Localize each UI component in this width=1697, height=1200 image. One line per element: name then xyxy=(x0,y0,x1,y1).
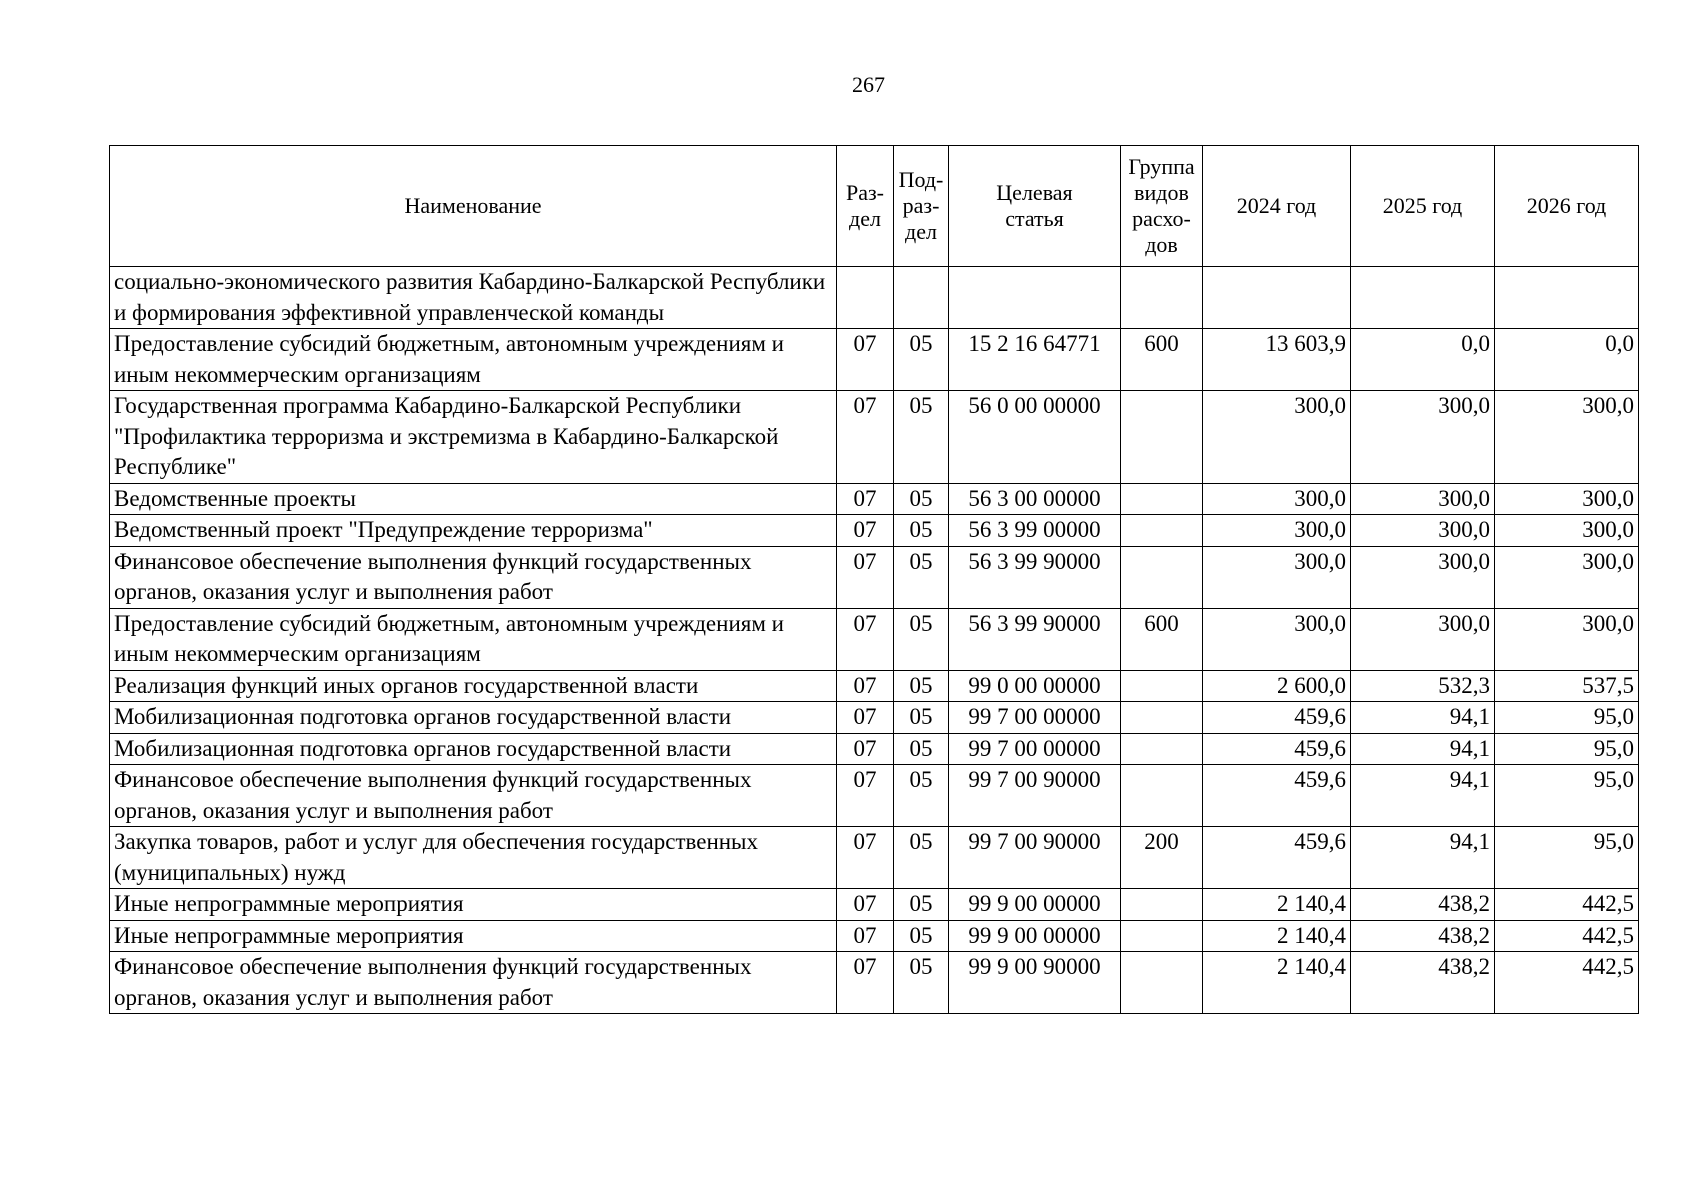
row-group xyxy=(1121,952,1203,1014)
header-section xyxy=(837,146,894,267)
row-name: Иные непрограммные мероприятия xyxy=(110,920,837,952)
row-section: 07 xyxy=(837,515,894,547)
row-name: социально-экономического развития Кабардино-Балкарской Республики и формирования эффективной управленческой команды xyxy=(110,267,837,329)
table-row xyxy=(110,546,1639,608)
row-value-2025: 300,0 xyxy=(1351,515,1495,547)
header-section-label: Раз- дел xyxy=(845,180,885,231)
header-2024: 2024 год xyxy=(1203,146,1351,267)
row-section: 07 xyxy=(837,608,894,670)
row-value-2024: 300,0 xyxy=(1203,391,1351,484)
row-value-2025: 300,0 xyxy=(1351,391,1495,484)
row-group xyxy=(1121,920,1203,952)
row-name: Государственная программа Кабардино-Балкарской Республики "Профилактика терроризма и экстремизма в Кабардино-Балкарской Республике" xyxy=(110,391,837,484)
row-target: 99 7 00 00000 xyxy=(949,702,1121,734)
table-row xyxy=(110,889,1639,921)
row-subsection: 05 xyxy=(894,515,949,547)
row-target: 56 3 99 00000 xyxy=(949,515,1121,547)
row-value-2024: 300,0 xyxy=(1203,483,1351,515)
row-value-2026: 0,0 xyxy=(1495,329,1639,391)
row-name: Ведомственные проекты xyxy=(110,483,837,515)
row-value-2026: 95,0 xyxy=(1495,702,1639,734)
row-value-2026 xyxy=(1495,267,1639,329)
table-row xyxy=(110,608,1639,670)
row-name: Мобилизационная подготовка органов государственной власти xyxy=(110,733,837,765)
budget-table xyxy=(109,145,1639,1014)
row-section: 07 xyxy=(837,702,894,734)
row-name: Иные непрограммные мероприятия xyxy=(110,889,837,921)
row-subsection: 05 xyxy=(894,702,949,734)
row-value-2025: 438,2 xyxy=(1351,889,1495,921)
header-subsection-label: Под- раз- дел xyxy=(898,167,944,244)
row-value-2026: 442,5 xyxy=(1495,889,1639,921)
row-value-2024: 2 140,4 xyxy=(1203,952,1351,1014)
row-value-2024: 300,0 xyxy=(1203,546,1351,608)
table-row xyxy=(110,952,1639,1014)
row-section: 07 xyxy=(837,920,894,952)
row-group xyxy=(1121,267,1203,329)
row-section: 07 xyxy=(837,670,894,702)
row-value-2025: 94,1 xyxy=(1351,733,1495,765)
table-row xyxy=(110,670,1639,702)
row-value-2026: 300,0 xyxy=(1495,483,1639,515)
row-section: 07 xyxy=(837,546,894,608)
row-subsection: 05 xyxy=(894,827,949,889)
row-section: 07 xyxy=(837,827,894,889)
row-value-2025: 94,1 xyxy=(1351,827,1495,889)
table-row xyxy=(110,391,1639,484)
row-value-2024: 13 603,9 xyxy=(1203,329,1351,391)
table-row xyxy=(110,733,1639,765)
row-target: 99 7 00 00000 xyxy=(949,733,1121,765)
row-group xyxy=(1121,733,1203,765)
page-number: 267 xyxy=(852,72,885,97)
row-subsection: 05 xyxy=(894,391,949,484)
row-section: 07 xyxy=(837,765,894,827)
header-2026: 2026 год xyxy=(1495,146,1639,267)
header-subsection xyxy=(894,146,949,267)
row-value-2024: 459,6 xyxy=(1203,733,1351,765)
row-value-2024 xyxy=(1203,267,1351,329)
row-value-2025 xyxy=(1351,267,1495,329)
header-target-label: Целевая статья xyxy=(996,180,1073,231)
row-value-2025: 94,1 xyxy=(1351,765,1495,827)
row-name: Финансовое обеспечение выполнения функций государственных органов, оказания услуг и выполнения работ xyxy=(110,546,837,608)
header-target xyxy=(949,146,1121,267)
row-value-2025: 532,3 xyxy=(1351,670,1495,702)
row-group: 600 xyxy=(1121,608,1203,670)
row-value-2025: 438,2 xyxy=(1351,952,1495,1014)
row-value-2024: 459,6 xyxy=(1203,827,1351,889)
row-group xyxy=(1121,670,1203,702)
row-name: Мобилизационная подготовка органов государственной власти xyxy=(110,702,837,734)
row-target: 99 9 00 00000 xyxy=(949,920,1121,952)
row-target xyxy=(949,267,1121,329)
row-value-2025: 300,0 xyxy=(1351,608,1495,670)
row-value-2024: 300,0 xyxy=(1203,515,1351,547)
row-subsection: 05 xyxy=(894,952,949,1014)
row-subsection: 05 xyxy=(894,483,949,515)
row-target: 15 2 16 64771 xyxy=(949,329,1121,391)
row-section: 07 xyxy=(837,391,894,484)
row-value-2026: 442,5 xyxy=(1495,952,1639,1014)
row-target: 56 3 00 00000 xyxy=(949,483,1121,515)
row-name: Предоставление субсидий бюджетным, автономным учреждениям и иным некоммерческим организациям xyxy=(110,329,837,391)
row-value-2026: 95,0 xyxy=(1495,765,1639,827)
row-target: 99 0 00 00000 xyxy=(949,670,1121,702)
row-target: 99 9 00 00000 xyxy=(949,889,1121,921)
row-value-2026: 95,0 xyxy=(1495,827,1639,889)
row-subsection: 05 xyxy=(894,329,949,391)
row-value-2025: 0,0 xyxy=(1351,329,1495,391)
row-section: 07 xyxy=(837,952,894,1014)
table-header-row xyxy=(110,146,1639,267)
row-group: 200 xyxy=(1121,827,1203,889)
row-group xyxy=(1121,889,1203,921)
row-subsection: 05 xyxy=(894,889,949,921)
row-value-2026: 442,5 xyxy=(1495,920,1639,952)
row-group xyxy=(1121,546,1203,608)
row-subsection: 05 xyxy=(894,670,949,702)
table-row xyxy=(110,515,1639,547)
row-value-2024: 459,6 xyxy=(1203,765,1351,827)
row-value-2026: 537,5 xyxy=(1495,670,1639,702)
row-name: Предоставление субсидий бюджетным, автономным учреждениям и иным некоммерческим организациям xyxy=(110,608,837,670)
row-name: Финансовое обеспечение выполнения функций государственных органов, оказания услуг и выполнения работ xyxy=(110,765,837,827)
row-section: 07 xyxy=(837,483,894,515)
row-section: 07 xyxy=(837,889,894,921)
row-group xyxy=(1121,391,1203,484)
row-value-2025: 438,2 xyxy=(1351,920,1495,952)
row-target: 99 7 00 90000 xyxy=(949,765,1121,827)
table-row xyxy=(110,920,1639,952)
row-value-2024: 300,0 xyxy=(1203,608,1351,670)
row-value-2025: 300,0 xyxy=(1351,546,1495,608)
row-subsection: 05 xyxy=(894,920,949,952)
table-body xyxy=(110,267,1639,1014)
row-target: 99 9 00 90000 xyxy=(949,952,1121,1014)
row-target: 56 3 99 90000 xyxy=(949,546,1121,608)
row-subsection: 05 xyxy=(894,546,949,608)
table-row xyxy=(110,827,1639,889)
row-group xyxy=(1121,702,1203,734)
row-value-2024: 459,6 xyxy=(1203,702,1351,734)
row-subsection: 05 xyxy=(894,733,949,765)
table-row xyxy=(110,702,1639,734)
header-group-label: Группа видов расхо- дов xyxy=(1128,154,1195,257)
row-name: Закупка товаров, работ и услуг для обеспечения государственных (муниципальных) нужд xyxy=(110,827,837,889)
header-name: Наименование xyxy=(110,146,837,267)
row-target: 99 7 00 90000 xyxy=(949,827,1121,889)
header-group xyxy=(1121,146,1203,267)
row-section: 07 xyxy=(837,329,894,391)
row-value-2026: 300,0 xyxy=(1495,515,1639,547)
row-name: Реализация функций иных органов государственной власти xyxy=(110,670,837,702)
row-name: Финансовое обеспечение выполнения функций государственных органов, оказания услуг и выполнения работ xyxy=(110,952,837,1014)
row-value-2026: 300,0 xyxy=(1495,608,1639,670)
row-value-2026: 300,0 xyxy=(1495,391,1639,484)
row-section: 07 xyxy=(837,733,894,765)
row-target: 56 3 99 90000 xyxy=(949,608,1121,670)
header-2025: 2025 год xyxy=(1351,146,1495,267)
row-subsection xyxy=(894,267,949,329)
row-name: Ведомственный проект "Предупреждение терроризма" xyxy=(110,515,837,547)
row-subsection: 05 xyxy=(894,608,949,670)
row-value-2025: 300,0 xyxy=(1351,483,1495,515)
row-group xyxy=(1121,515,1203,547)
row-value-2024: 2 140,4 xyxy=(1203,889,1351,921)
row-group: 600 xyxy=(1121,329,1203,391)
table-row xyxy=(110,329,1639,391)
table-row xyxy=(110,483,1639,515)
row-value-2024: 2 600,0 xyxy=(1203,670,1351,702)
row-target: 56 0 00 00000 xyxy=(949,391,1121,484)
row-value-2025: 94,1 xyxy=(1351,702,1495,734)
row-value-2026: 95,0 xyxy=(1495,733,1639,765)
row-value-2026: 300,0 xyxy=(1495,546,1639,608)
row-value-2024: 2 140,4 xyxy=(1203,920,1351,952)
row-group xyxy=(1121,483,1203,515)
table-row xyxy=(110,765,1639,827)
table-row xyxy=(110,267,1639,329)
row-subsection: 05 xyxy=(894,765,949,827)
row-section xyxy=(837,267,894,329)
row-group xyxy=(1121,765,1203,827)
